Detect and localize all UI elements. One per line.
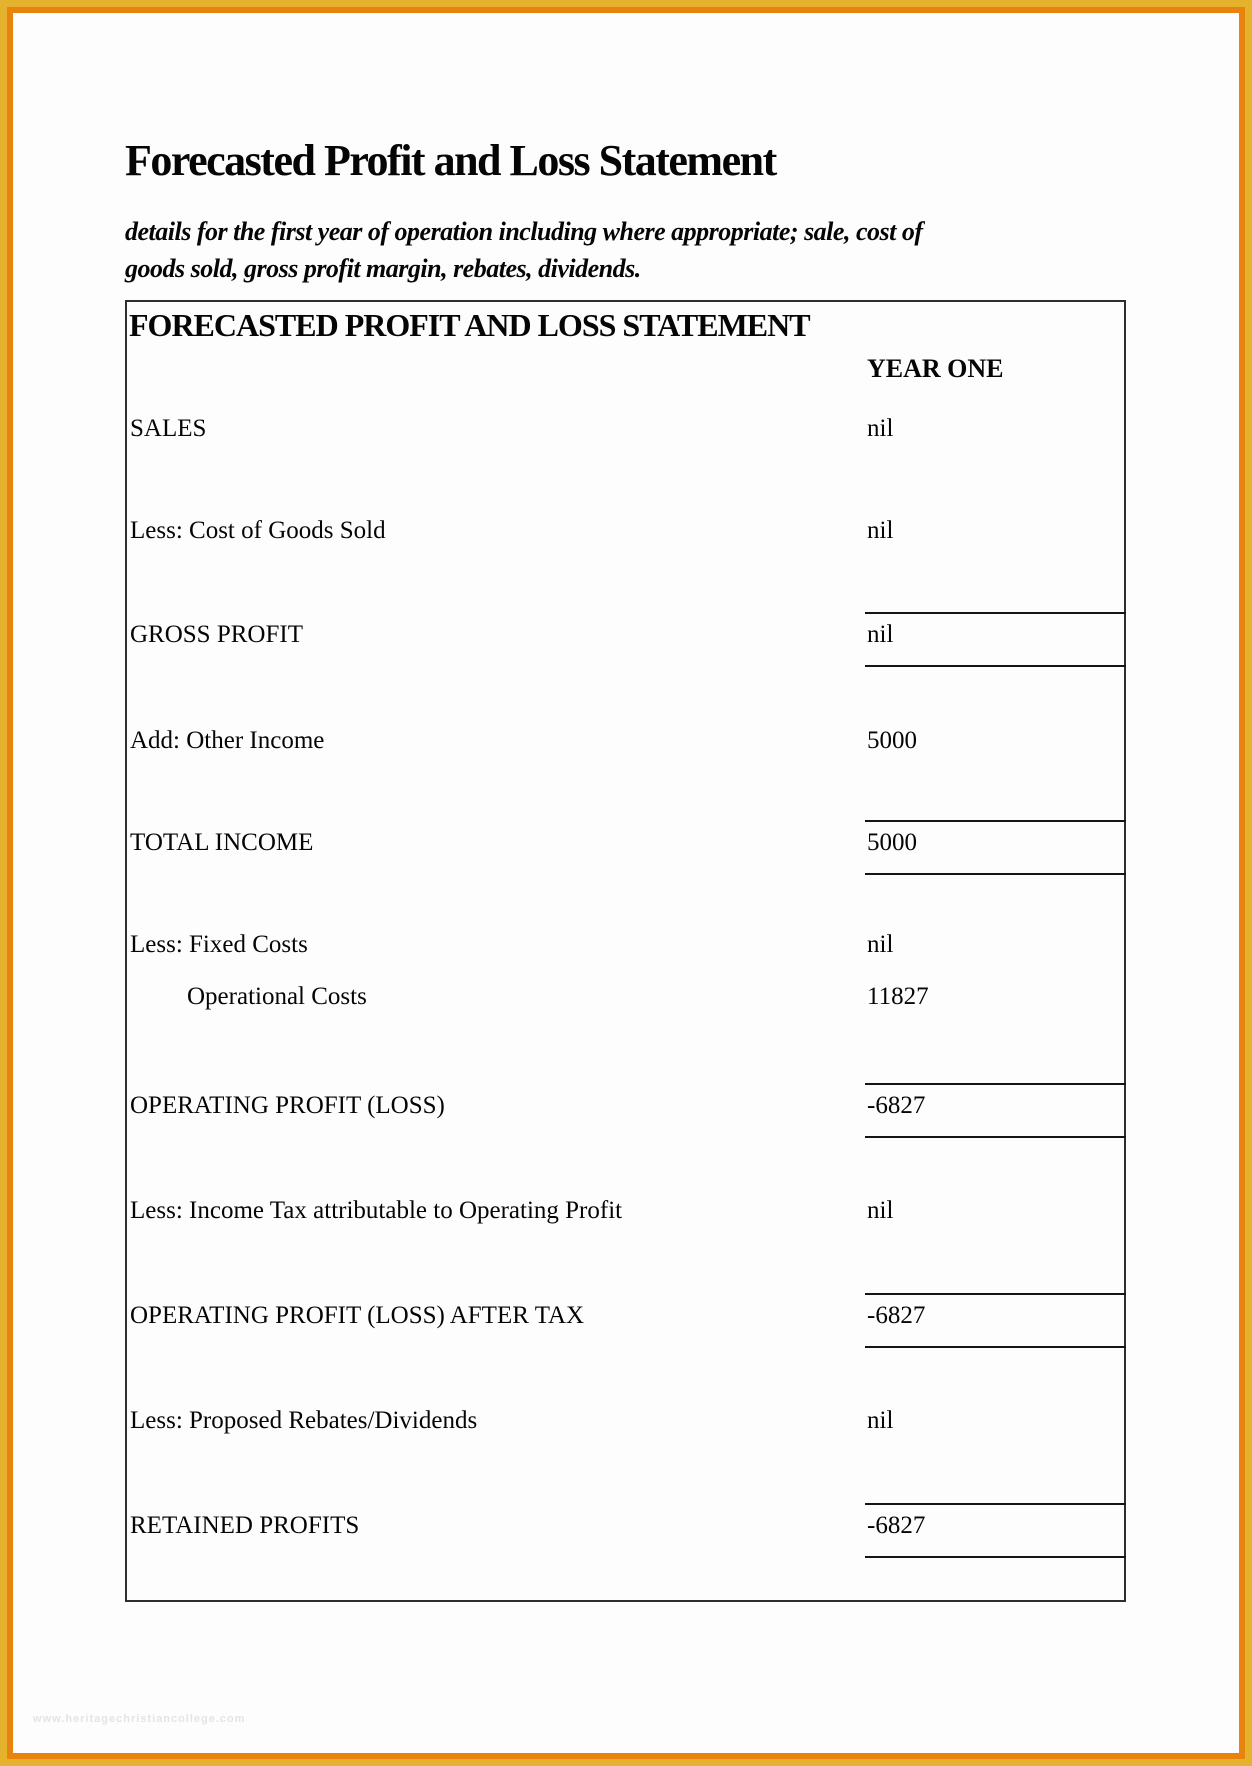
document-page: [7, 7, 1245, 1759]
profit-loss-table: [125, 300, 1126, 1602]
year-one-column-header: YEAR ONE: [867, 354, 1004, 383]
table-row: [130, 983, 1124, 1013]
table-row: [130, 517, 1124, 547]
table-row: [130, 829, 1124, 859]
table-row: [130, 931, 1124, 961]
row-label: GROSS PROFIT: [130, 621, 303, 648]
table-row: [130, 1302, 1124, 1332]
row-value: nil: [865, 612, 1126, 667]
table-row: [130, 1092, 1124, 1122]
row-label: TOTAL INCOME: [130, 829, 314, 856]
row-label: Add: Other Income: [130, 727, 325, 754]
row-value: -6827: [865, 1293, 1126, 1348]
row-label: Less: Proposed Rebates/Dividends: [130, 1407, 478, 1434]
row-label: Operational Costs: [187, 983, 367, 1010]
table-row: [130, 1512, 1124, 1542]
row-value: 5000: [865, 820, 1126, 875]
subtitle-line-1: details for the first year of operation including where appropriate; sale, cost of: [125, 217, 923, 246]
row-value: nil: [867, 415, 894, 442]
table-row: [130, 1407, 1124, 1437]
table-row: [130, 621, 1124, 651]
row-label: OPERATING PROFIT (LOSS) AFTER TAX: [130, 1302, 585, 1329]
row-label: SALES: [130, 415, 207, 442]
row-label: Less: Income Tax attributable to Operating Profit: [130, 1197, 623, 1224]
row-value: nil: [867, 1407, 894, 1434]
table-row: [130, 415, 1124, 445]
row-value: -6827: [865, 1503, 1126, 1558]
row-value: nil: [867, 1197, 894, 1224]
row-label: RETAINED PROFITS: [130, 1512, 360, 1539]
row-label: Less: Fixed Costs: [130, 931, 308, 958]
row-label: OPERATING PROFIT (LOSS): [130, 1092, 445, 1119]
row-value: 11827: [867, 983, 929, 1010]
watermark-text: www.heritagechristiancollege.com: [33, 1713, 246, 1725]
row-value: nil: [867, 517, 894, 544]
page-subtitle: [125, 213, 923, 287]
row-value: -6827: [865, 1083, 1126, 1138]
table-heading: FORECASTED PROFIT AND LOSS STATEMENT: [129, 307, 810, 343]
row-value: 5000: [867, 727, 917, 754]
table-row: [130, 727, 1124, 757]
row-value: nil: [867, 931, 894, 958]
table-row: [130, 1197, 1124, 1227]
page-title: Forecasted Profit and Loss Statement: [125, 136, 776, 185]
subtitle-line-2: goods sold, gross profit margin, rebates, dividends.: [125, 254, 641, 283]
row-label: Less: Cost of Goods Sold: [130, 517, 386, 544]
